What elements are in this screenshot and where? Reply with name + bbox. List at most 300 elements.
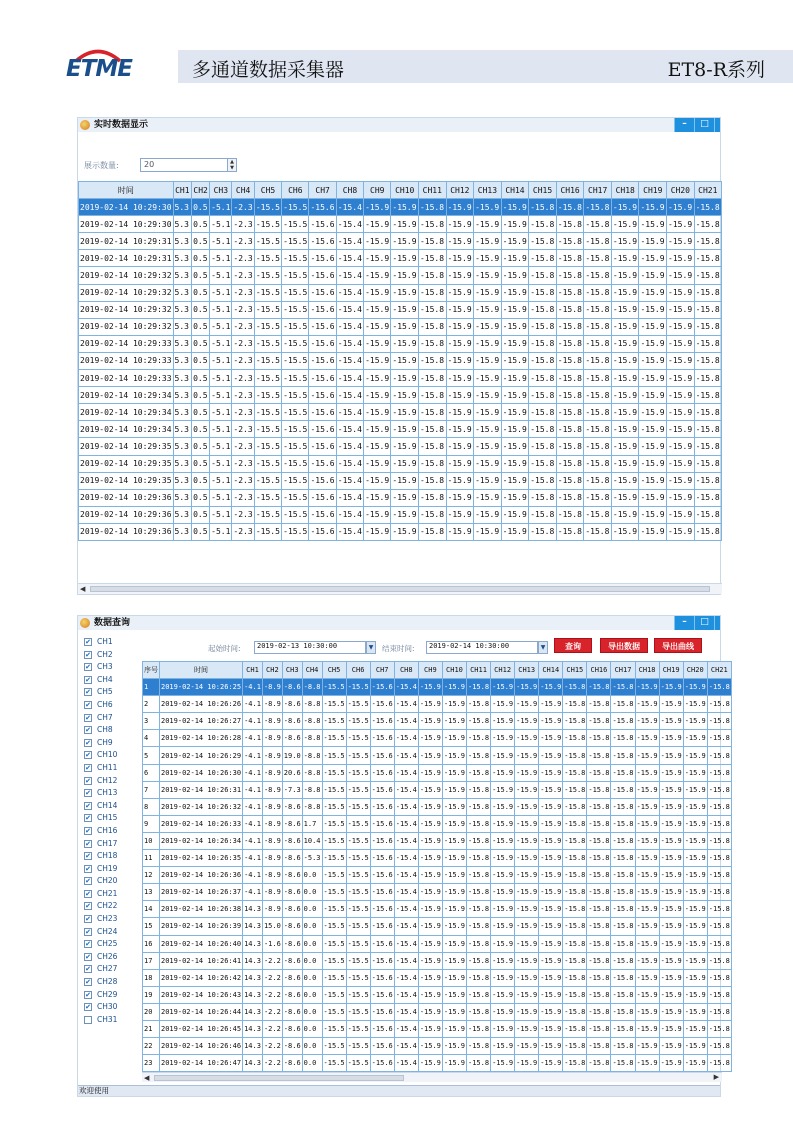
cell-value: -15.9 bbox=[515, 867, 539, 884]
maximize-icon[interactable]: □ bbox=[694, 616, 714, 630]
channel-label: CH7 bbox=[97, 712, 113, 722]
table-row[interactable] bbox=[143, 850, 732, 867]
column-header-ch1[interactable]: CH1 bbox=[243, 662, 263, 679]
checkbox-icon[interactable]: ✔ bbox=[85, 663, 91, 672]
column-header-ch3[interactable]: CH3 bbox=[282, 662, 302, 679]
cell-value: -4.1 bbox=[243, 764, 263, 781]
column-header-seq[interactable]: 序号 bbox=[143, 662, 160, 679]
column-header-ch19[interactable]: CH19 bbox=[659, 662, 683, 679]
checkbox-icon[interactable]: ✔ bbox=[85, 952, 91, 961]
cell-value: -15.6 bbox=[370, 764, 394, 781]
table-row[interactable] bbox=[143, 679, 732, 696]
checkbox-icon[interactable]: ✔ bbox=[85, 650, 91, 659]
cell-value: -15.9 bbox=[639, 523, 667, 540]
channel-checkbox[interactable] bbox=[84, 1014, 144, 1027]
checkbox-icon[interactable]: ✔ bbox=[85, 826, 91, 835]
cell-time: 2019-02-14 10:29:33 bbox=[79, 352, 174, 369]
query-button[interactable]: 查询 bbox=[554, 638, 592, 653]
cell-value: -15.5 bbox=[346, 764, 370, 781]
column-header-ch9[interactable]: CH9 bbox=[364, 182, 391, 199]
table-row[interactable] bbox=[79, 318, 722, 335]
cell-value: -15.8 bbox=[466, 781, 490, 798]
channel-checkbox[interactable] bbox=[84, 989, 144, 1002]
table-row[interactable] bbox=[143, 969, 732, 986]
maximize-icon[interactable]: □ bbox=[694, 118, 714, 132]
table-row[interactable] bbox=[143, 764, 732, 781]
checkbox-icon[interactable]: ✔ bbox=[85, 864, 91, 873]
cell-value: -2.2 bbox=[262, 1055, 282, 1072]
table-row[interactable] bbox=[79, 387, 722, 404]
table-row[interactable] bbox=[79, 335, 722, 352]
cell-value: -8.6 bbox=[282, 1003, 302, 1020]
checkbox-icon[interactable]: ✔ bbox=[85, 915, 91, 924]
count-input[interactable]: 20 bbox=[140, 158, 228, 172]
table-row[interactable] bbox=[79, 233, 722, 250]
cell-value: -8.9 bbox=[262, 832, 282, 849]
checkbox-icon[interactable]: ✔ bbox=[85, 688, 91, 697]
cell-value: -2.3 bbox=[232, 523, 254, 540]
table-row[interactable] bbox=[143, 747, 732, 764]
cell-value: -15.9 bbox=[639, 216, 667, 233]
cell-value: -15.6 bbox=[370, 952, 394, 969]
column-header-ch11[interactable]: CH11 bbox=[466, 662, 490, 679]
scroll-thumb[interactable] bbox=[154, 1075, 404, 1081]
cell-value: -15.8 bbox=[563, 798, 587, 815]
scroll-right-icon[interactable]: ▶ bbox=[713, 1073, 719, 1081]
cell-value: -15.9 bbox=[391, 267, 419, 284]
cell-value: -8.8 bbox=[302, 713, 322, 730]
checkbox-icon[interactable]: ✔ bbox=[85, 776, 91, 785]
column-header-ch13[interactable]: CH13 bbox=[515, 662, 539, 679]
checkbox-icon[interactable]: ✔ bbox=[85, 902, 91, 911]
channel-checkbox[interactable] bbox=[84, 661, 144, 674]
table-row[interactable] bbox=[143, 1003, 732, 1020]
cell-seq: 8 bbox=[143, 798, 160, 815]
channel-checkbox[interactable] bbox=[84, 951, 144, 964]
cell-value: -15.9 bbox=[391, 284, 419, 301]
cell-value: -15.9 bbox=[667, 455, 695, 472]
cell-value: 0.5 bbox=[192, 250, 210, 267]
table-row[interactable] bbox=[143, 901, 732, 918]
cell-value: -15.6 bbox=[370, 679, 394, 696]
table-row[interactable] bbox=[79, 370, 722, 387]
cell-value: -15.9 bbox=[474, 370, 502, 387]
cell-value: -15.9 bbox=[491, 730, 515, 747]
channel-checkbox[interactable] bbox=[84, 636, 144, 649]
channel-checkbox[interactable] bbox=[84, 737, 144, 750]
column-header-ch20[interactable]: CH20 bbox=[683, 662, 707, 679]
cell-value: -15.4 bbox=[336, 387, 363, 404]
table-row[interactable] bbox=[79, 421, 722, 438]
column-header-ch7[interactable]: CH7 bbox=[309, 182, 336, 199]
column-header-ch6[interactable]: CH6 bbox=[346, 662, 370, 679]
cell-value: -15.9 bbox=[442, 713, 466, 730]
cell-value: -15.9 bbox=[364, 404, 391, 421]
cell-value: -15.9 bbox=[515, 696, 539, 713]
table-row[interactable] bbox=[79, 352, 722, 369]
column-header-ch6[interactable]: CH6 bbox=[282, 182, 309, 199]
channel-checkbox[interactable] bbox=[84, 963, 144, 976]
cell-value: -15.4 bbox=[336, 284, 363, 301]
cell-value: -15.9 bbox=[491, 1055, 515, 1072]
channel-checkbox[interactable] bbox=[84, 800, 144, 813]
cell-value: -15.5 bbox=[322, 918, 346, 935]
column-header-ch2[interactable]: CH2 bbox=[192, 182, 210, 199]
cell-value: -15.9 bbox=[539, 781, 563, 798]
channel-checkbox[interactable] bbox=[84, 812, 144, 825]
query-hscrollbar[interactable] bbox=[142, 1072, 722, 1082]
checkbox-icon[interactable]: ✔ bbox=[85, 877, 91, 886]
cell-value: -15.9 bbox=[391, 199, 419, 216]
checkbox-icon[interactable]: ✔ bbox=[85, 675, 91, 684]
checkbox-icon[interactable] bbox=[84, 1016, 92, 1024]
channel-checkbox[interactable] bbox=[84, 787, 144, 800]
cell-value: -2.3 bbox=[232, 506, 254, 523]
cell-value: -15.9 bbox=[446, 352, 474, 369]
cell-value: -15.8 bbox=[529, 404, 557, 421]
checkbox-icon[interactable]: ✔ bbox=[85, 738, 91, 747]
column-header-time[interactable]: 时间 bbox=[79, 182, 174, 199]
cell-value: -15.9 bbox=[442, 935, 466, 952]
start-dropdown-icon[interactable]: ▼ bbox=[366, 641, 376, 654]
cell-value: -2.2 bbox=[262, 1038, 282, 1055]
table-row[interactable] bbox=[79, 489, 722, 506]
column-header-ch12[interactable]: CH12 bbox=[491, 662, 515, 679]
channel-checkbox[interactable] bbox=[84, 649, 144, 662]
cell-value: -15.4 bbox=[394, 867, 418, 884]
cell-value: -15.9 bbox=[667, 335, 695, 352]
cell-value: -15.9 bbox=[391, 438, 419, 455]
cell-value: -4.1 bbox=[243, 815, 263, 832]
export-curve-button[interactable]: 导出曲线 bbox=[654, 638, 702, 653]
cell-value: 5.3 bbox=[173, 472, 192, 489]
channel-checkbox[interactable] bbox=[84, 674, 144, 687]
checkbox-icon[interactable]: ✔ bbox=[85, 638, 91, 646]
table-row[interactable] bbox=[143, 696, 732, 713]
cell-value: -15.9 bbox=[639, 506, 667, 523]
cell-time: 2019-02-14 10:26:44 bbox=[160, 1003, 243, 1020]
export-data-button[interactable]: 导出数据 bbox=[600, 638, 648, 653]
realtime-hscrollbar[interactable] bbox=[78, 583, 722, 594]
cell-value: -15.8 bbox=[556, 216, 584, 233]
start-time-input[interactable]: 2019-02-13 10:30:00 bbox=[254, 641, 366, 654]
checkbox-icon[interactable]: ✔ bbox=[85, 726, 91, 735]
table-row[interactable] bbox=[79, 250, 722, 267]
cell-value: -5.1 bbox=[210, 199, 232, 216]
column-header-ch4[interactable]: CH4 bbox=[232, 182, 254, 199]
checkbox-icon[interactable]: ✔ bbox=[85, 839, 91, 848]
table-row[interactable] bbox=[79, 216, 722, 233]
checkbox-icon[interactable]: ✔ bbox=[85, 978, 91, 987]
end-time-input[interactable]: 2019-02-14 10:30:00 bbox=[426, 641, 538, 654]
checkbox-icon[interactable]: ✔ bbox=[85, 940, 91, 949]
column-header-ch17[interactable]: CH17 bbox=[584, 182, 612, 199]
channel-checkbox[interactable] bbox=[84, 900, 144, 913]
checkbox-icon[interactable]: ✔ bbox=[85, 713, 91, 722]
cell-value: -15.8 bbox=[611, 986, 635, 1003]
cell-value: -15.8 bbox=[584, 284, 612, 301]
minimize-icon[interactable]: – bbox=[674, 118, 694, 132]
table-row[interactable] bbox=[143, 918, 732, 935]
cell-value: -15.5 bbox=[254, 455, 281, 472]
table-row[interactable] bbox=[143, 798, 732, 815]
channel-label: CH1 bbox=[97, 637, 113, 646]
cell-value: -15.9 bbox=[539, 713, 563, 730]
scroll-thumb[interactable] bbox=[90, 586, 710, 592]
channel-checkbox[interactable] bbox=[84, 825, 144, 838]
column-header-ch16[interactable]: CH16 bbox=[556, 182, 584, 199]
channel-checkbox[interactable] bbox=[84, 699, 144, 712]
channel-checkbox[interactable] bbox=[84, 712, 144, 725]
cell-value: -15.6 bbox=[309, 455, 336, 472]
cell-value: -15.8 bbox=[707, 730, 731, 747]
minimize-icon[interactable]: – bbox=[674, 616, 694, 630]
scroll-left-icon[interactable]: ◀ bbox=[80, 585, 86, 593]
cell-value: -15.8 bbox=[556, 370, 584, 387]
cell-value: -15.5 bbox=[346, 696, 370, 713]
cell-value: -15.8 bbox=[707, 986, 731, 1003]
cell-value: -15.8 bbox=[694, 472, 721, 489]
cell-value: -15.9 bbox=[446, 472, 474, 489]
count-spinner[interactable]: ▲ ▼ bbox=[227, 158, 237, 172]
table-row[interactable] bbox=[79, 455, 722, 472]
channel-checkbox[interactable] bbox=[84, 875, 144, 888]
channel-checkbox[interactable] bbox=[84, 724, 144, 737]
channel-checkbox[interactable] bbox=[84, 938, 144, 951]
cell-seq: 15 bbox=[143, 918, 160, 935]
checkbox-icon[interactable]: ✔ bbox=[85, 814, 91, 823]
table-row[interactable] bbox=[143, 986, 732, 1003]
channel-checkbox[interactable] bbox=[84, 838, 144, 851]
column-header-ch16[interactable]: CH16 bbox=[587, 662, 611, 679]
column-header-ch1[interactable]: CH1 bbox=[173, 182, 192, 199]
cell-value: -15.8 bbox=[466, 1003, 490, 1020]
cell-value: -15.9 bbox=[539, 986, 563, 1003]
column-header-ch9[interactable]: CH9 bbox=[418, 662, 442, 679]
table-row[interactable] bbox=[143, 867, 732, 884]
channel-checkbox[interactable] bbox=[84, 913, 144, 926]
cell-value: -15.8 bbox=[466, 747, 490, 764]
cell-value: -15.5 bbox=[254, 421, 281, 438]
channel-checkbox[interactable] bbox=[84, 976, 144, 989]
scroll-left-icon[interactable]: ◀ bbox=[144, 1074, 150, 1082]
checkbox-icon[interactable]: ✔ bbox=[85, 751, 91, 760]
column-header-ch13[interactable]: CH13 bbox=[474, 182, 502, 199]
cell-value: -15.8 bbox=[563, 679, 587, 696]
table-row[interactable] bbox=[79, 199, 722, 216]
app-icon bbox=[80, 120, 90, 130]
checkbox-icon[interactable]: ✔ bbox=[85, 700, 91, 709]
cell-value: -15.6 bbox=[370, 884, 394, 901]
cell-value: -15.8 bbox=[418, 335, 446, 352]
cell-value: -15.9 bbox=[391, 455, 419, 472]
table-row[interactable] bbox=[79, 267, 722, 284]
column-header-ch11[interactable]: CH11 bbox=[418, 182, 446, 199]
cell-value: -15.8 bbox=[418, 284, 446, 301]
column-header-ch14[interactable]: CH14 bbox=[539, 662, 563, 679]
channel-checkbox[interactable] bbox=[84, 686, 144, 699]
cell-time: 2019-02-14 10:26:45 bbox=[160, 1020, 243, 1037]
cell-value: -15.9 bbox=[683, 952, 707, 969]
cell-value: -15.9 bbox=[611, 455, 639, 472]
cell-value: 10.4 bbox=[302, 832, 322, 849]
table-row[interactable] bbox=[79, 506, 722, 523]
table-row[interactable] bbox=[79, 438, 722, 455]
cell-value: -15.5 bbox=[282, 404, 309, 421]
channel-checkbox[interactable] bbox=[84, 888, 144, 901]
table-row[interactable] bbox=[143, 1055, 732, 1072]
column-header-ch18[interactable]: CH18 bbox=[611, 182, 639, 199]
cell-value: -15.9 bbox=[539, 747, 563, 764]
column-header-ch8[interactable]: CH8 bbox=[336, 182, 363, 199]
cell-value: -15.8 bbox=[418, 352, 446, 369]
cell-value: -15.9 bbox=[667, 199, 695, 216]
cell-value: -5.1 bbox=[210, 318, 232, 335]
cell-time: 2019-02-14 10:29:32 bbox=[79, 284, 174, 301]
cell-value: -15.8 bbox=[529, 523, 557, 540]
cell-value: -15.5 bbox=[254, 506, 281, 523]
cell-value: -8.8 bbox=[302, 730, 322, 747]
table-row[interactable] bbox=[143, 1038, 732, 1055]
channel-checkbox[interactable] bbox=[84, 762, 144, 775]
cell-value: -15.6 bbox=[370, 815, 394, 832]
close-icon[interactable] bbox=[714, 118, 720, 132]
cell-value: -15.9 bbox=[364, 370, 391, 387]
cell-value: 0.0 bbox=[302, 1003, 322, 1020]
cell-value: -5.1 bbox=[210, 233, 232, 250]
cell-value: -15.6 bbox=[309, 489, 336, 506]
table-row[interactable] bbox=[143, 815, 732, 832]
cell-time: 2019-02-14 10:26:26 bbox=[160, 696, 243, 713]
column-header-ch4[interactable]: CH4 bbox=[302, 662, 322, 679]
column-header-ch10[interactable]: CH10 bbox=[442, 662, 466, 679]
channel-label: CH14 bbox=[97, 800, 118, 810]
table-row[interactable] bbox=[143, 713, 732, 730]
cell-value: -15.9 bbox=[364, 335, 391, 352]
cell-value: -15.8 bbox=[556, 250, 584, 267]
checkbox-icon[interactable]: ✔ bbox=[85, 852, 91, 861]
column-header-ch5[interactable]: CH5 bbox=[322, 662, 346, 679]
cell-value: -15.9 bbox=[515, 1055, 539, 1072]
cell-value: -4.1 bbox=[243, 832, 263, 849]
cell-value: -15.9 bbox=[491, 747, 515, 764]
checkbox-icon[interactable]: ✔ bbox=[85, 1003, 91, 1012]
table-row[interactable] bbox=[143, 730, 732, 747]
column-header-ch10[interactable]: CH10 bbox=[391, 182, 419, 199]
cell-value: -15.8 bbox=[563, 1003, 587, 1020]
channel-label: CH27 bbox=[97, 964, 118, 974]
column-header-ch18[interactable]: CH18 bbox=[635, 662, 659, 679]
cell-value: -15.9 bbox=[418, 850, 442, 867]
cell-value: -15.5 bbox=[322, 679, 346, 696]
column-header-ch3[interactable]: CH3 bbox=[210, 182, 232, 199]
cell-value: -15.8 bbox=[707, 850, 731, 867]
table-row[interactable] bbox=[143, 952, 732, 969]
column-header-ch15[interactable]: CH15 bbox=[529, 182, 557, 199]
cell-value: -15.9 bbox=[391, 318, 419, 335]
cell-value: -15.8 bbox=[611, 832, 635, 849]
column-header-time[interactable]: 时间 bbox=[160, 662, 243, 679]
channel-checkbox[interactable] bbox=[84, 775, 144, 788]
cell-value: -15.9 bbox=[659, 1003, 683, 1020]
checkbox-icon[interactable]: ✔ bbox=[85, 789, 91, 798]
channel-checkbox[interactable] bbox=[84, 749, 144, 762]
table-row[interactable] bbox=[79, 472, 722, 489]
cell-value: -15.5 bbox=[282, 335, 309, 352]
cell-value: -15.8 bbox=[418, 318, 446, 335]
cell-value: 0.0 bbox=[302, 952, 322, 969]
column-header-ch2[interactable]: CH2 bbox=[262, 662, 282, 679]
cell-value: -15.8 bbox=[694, 352, 721, 369]
column-header-ch15[interactable]: CH15 bbox=[563, 662, 587, 679]
table-row[interactable] bbox=[79, 523, 722, 540]
column-header-ch21[interactable]: CH21 bbox=[694, 182, 721, 199]
column-header-ch14[interactable]: CH14 bbox=[501, 182, 529, 199]
table-row[interactable] bbox=[79, 284, 722, 301]
checkbox-icon[interactable]: ✔ bbox=[85, 801, 91, 810]
table-row[interactable] bbox=[143, 1020, 732, 1037]
channel-checkbox[interactable] bbox=[84, 926, 144, 939]
column-header-ch19[interactable]: CH19 bbox=[639, 182, 667, 199]
cell-value: -15.6 bbox=[309, 284, 336, 301]
table-row[interactable] bbox=[143, 884, 732, 901]
end-dropdown-icon[interactable]: ▼ bbox=[538, 641, 548, 654]
column-header-ch12[interactable]: CH12 bbox=[446, 182, 474, 199]
channel-checkbox[interactable] bbox=[84, 1001, 144, 1014]
table-row[interactable] bbox=[79, 404, 722, 421]
cell-value: -15.8 bbox=[556, 438, 584, 455]
cell-value: -15.6 bbox=[370, 867, 394, 884]
cell-value: -2.3 bbox=[232, 387, 254, 404]
cell-value: -15.8 bbox=[556, 284, 584, 301]
column-header-ch8[interactable]: CH8 bbox=[394, 662, 418, 679]
close-icon[interactable] bbox=[714, 616, 720, 630]
column-header-ch20[interactable]: CH20 bbox=[667, 182, 695, 199]
cell-value: -15.8 bbox=[529, 506, 557, 523]
column-header-ch5[interactable]: CH5 bbox=[254, 182, 281, 199]
checkbox-icon[interactable]: ✔ bbox=[85, 990, 91, 999]
cell-value: -15.5 bbox=[346, 867, 370, 884]
checkbox-icon[interactable]: ✔ bbox=[85, 965, 91, 974]
cell-value: -8.9 bbox=[262, 781, 282, 798]
cell-value: -15.9 bbox=[474, 352, 502, 369]
column-header-ch21[interactable]: CH21 bbox=[707, 662, 731, 679]
cell-value: -15.9 bbox=[635, 798, 659, 815]
cell-value: -15.9 bbox=[667, 318, 695, 335]
column-header-ch17[interactable]: CH17 bbox=[611, 662, 635, 679]
cell-value: -15.9 bbox=[611, 250, 639, 267]
cell-value: -15.9 bbox=[418, 867, 442, 884]
cell-value: -15.6 bbox=[309, 472, 336, 489]
checkbox-icon[interactable]: ✔ bbox=[85, 927, 91, 936]
cell-value: -15.9 bbox=[501, 267, 529, 284]
cell-value: -15.9 bbox=[491, 781, 515, 798]
cell-value: -15.9 bbox=[446, 199, 474, 216]
table-row[interactable] bbox=[143, 832, 732, 849]
table-row[interactable] bbox=[143, 935, 732, 952]
checkbox-icon[interactable]: ✔ bbox=[85, 889, 91, 898]
cell-value: -15.9 bbox=[491, 850, 515, 867]
table-row[interactable] bbox=[143, 781, 732, 798]
table-row[interactable] bbox=[79, 301, 722, 318]
checkbox-icon[interactable]: ✔ bbox=[85, 763, 91, 772]
cell-value: -15.8 bbox=[587, 884, 611, 901]
cell-value: -15.8 bbox=[587, 901, 611, 918]
channel-checkbox[interactable] bbox=[84, 863, 144, 876]
cell-time: 2019-02-14 10:26:29 bbox=[160, 747, 243, 764]
column-header-ch7[interactable]: CH7 bbox=[370, 662, 394, 679]
channel-checkbox[interactable] bbox=[84, 850, 144, 863]
